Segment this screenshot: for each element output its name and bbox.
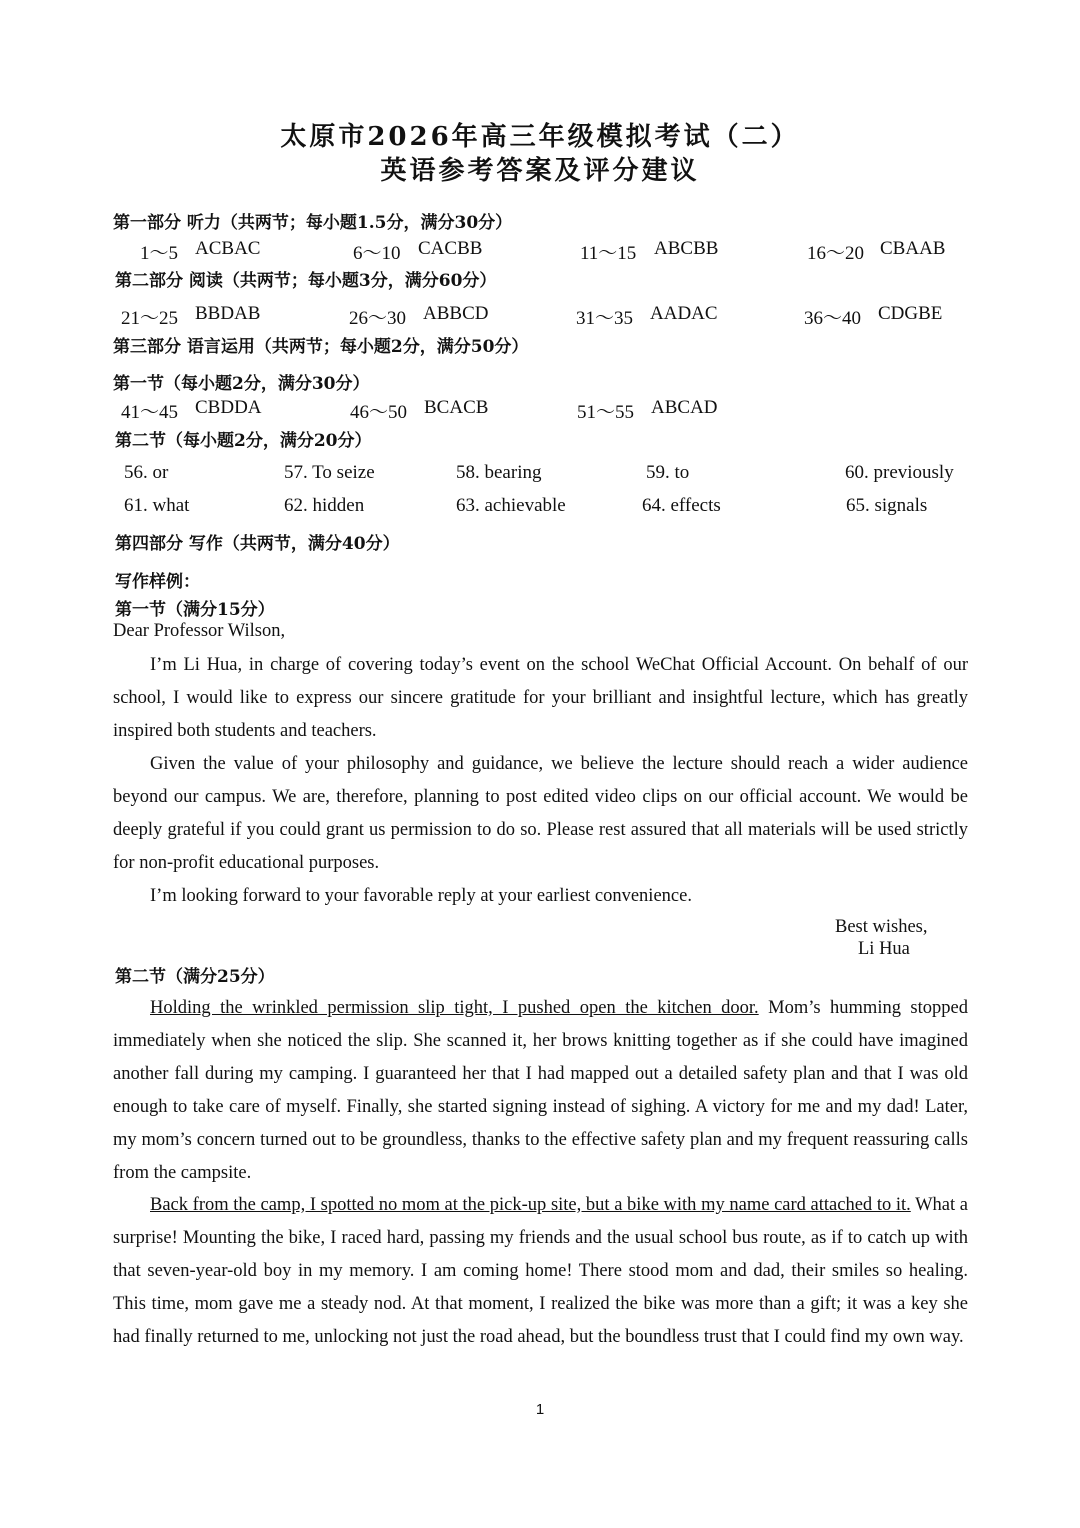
answer-item: 56. or: [124, 462, 169, 483]
story-lead-sentence: Back from the camp, I spotted no mom at the pick-up site, but a bike with my name card attached to it.: [150, 1195, 911, 1215]
doc-title: 太原市2026年高三年级模拟考试（二）: [280, 122, 800, 152]
answer-key: BCACB: [424, 397, 489, 418]
answer-range: 36～40: [804, 308, 862, 329]
story-lead-sentence: Holding the wrinkled permission slip tight, I pushed open the kitchen door.: [150, 998, 759, 1018]
part3-heading: 第三部分 语言运用（共两节；每小题2分，满分50分）: [113, 337, 529, 357]
answer-key: CDGBE: [878, 303, 943, 324]
letter-salutation: Dear Professor Wilson,: [113, 621, 286, 641]
doc-subtitle: 英语参考答案及评分建议: [380, 156, 700, 186]
letter-paragraph: Given the value of your philosophy and guidance, we believe the lecture should reach a wider audience beyond our campus. We are, therefore, planning to post edited video clips on our official account. We would be deeply grateful if you could grant us permission to do so. Please rest assured that all materials will be used strictly for non-profit educational purposes.: [113, 754, 968, 873]
answer-key: AADAC: [650, 303, 718, 324]
answer-item: 59. to: [646, 462, 690, 483]
part2-heading: 第二部分 阅读（共两节；每小题3分，满分60分）: [115, 271, 497, 291]
answer-item: 61. what: [124, 495, 190, 516]
story-body: What a surprise! Mounting the bike, I raced hard, passing my friends and the usual school bus route, as if to catch up with that seven-year-old boy in my memory. I am coming home! There stood mom and dad, their smiles so healing. This time, mom gave me a steady nod. At that moment, I realized the bike was more than a gift; it was a key she had finally returned to me, unlocking not just the road ahead, but the boundless trust that I could find my own way.: [113, 1195, 968, 1347]
answer-range: 16～20: [807, 243, 865, 264]
answer-key: ACBAC: [195, 238, 261, 259]
part3-section1-heading: 第一节（每小题2分，满分30分）: [113, 374, 370, 394]
answer-key: ABCBB: [654, 238, 719, 259]
answer-key: ABCAD: [651, 397, 718, 418]
answer-range: 11～15: [580, 243, 637, 264]
answer-key: CBAAB: [880, 238, 946, 259]
answer-item: 63. achievable: [456, 495, 566, 516]
part4-section1-heading: 第一节（满分15分）: [115, 600, 275, 620]
answer-item: 62. hidden: [284, 495, 365, 516]
letter-paragraph: I’m Li Hua, in charge of covering today’s event on the school WeChat Official Account. On behalf of our school, I would like to express our sincere gratitude for your brilliant and insightful lecture, which has greatly inspired both students and teachers.: [113, 655, 968, 741]
story-body: Mom’s humming stopped immediately when she noticed the slip. She scanned it, her brows knitting together as if she could have imagined another fall during my camping. I guaranteed her that I had mapped out a detailed safety plan and that I was old enough to take care of myself. Finally, she started signing instead of sighing. A victory for me and my dad! Later, my mom’s concern turned out to be groundless, thanks to the effective safety plan and my frequent reassuring calls from the campsite.: [113, 998, 968, 1183]
answer-range: 41～45: [121, 402, 179, 423]
writing-samples-label: 写作样例：: [115, 572, 200, 592]
letter-signature: Li Hua: [858, 939, 910, 959]
answer-range: 51～55: [577, 402, 635, 423]
answer-range: 31～35: [576, 308, 634, 329]
answer-item: 60. previously: [845, 462, 954, 483]
answer-range: 26～30: [349, 308, 407, 329]
story-paragraph: [113, 992, 968, 1190]
answer-key: CBDDA: [195, 397, 262, 418]
answer-item: 65. signals: [846, 495, 928, 516]
answer-range: 21～25: [121, 308, 179, 329]
letter-paragraph: I’m looking forward to your favorable reply at your earliest convenience.: [150, 886, 692, 906]
part3-section2-heading: 第二节（每小题2分，满分20分）: [115, 431, 372, 451]
answer-range: 1～5: [140, 243, 179, 264]
answer-range: 46～50: [350, 402, 408, 423]
part4-section2-heading: 第二节（满分25分）: [115, 967, 275, 987]
answer-item: 57. To seize: [284, 462, 375, 483]
answer-item: 64. effects: [642, 495, 721, 516]
answer-range: 6～10: [353, 243, 401, 264]
page-number: 1: [535, 1401, 545, 1418]
part1-heading: 第一部分 听力（共两节；每小题1.5分，满分30分）: [113, 213, 513, 233]
story-paragraph: [113, 1189, 968, 1354]
answer-key: ABBCD: [423, 303, 489, 324]
letter-closing: Best wishes,: [835, 917, 928, 937]
answer-key: CACBB: [418, 238, 483, 259]
answer-key: BBDAB: [195, 303, 261, 324]
part4-heading: 第四部分 写作（共两节，满分40分）: [115, 534, 400, 554]
answer-item: 58. bearing: [456, 462, 542, 483]
